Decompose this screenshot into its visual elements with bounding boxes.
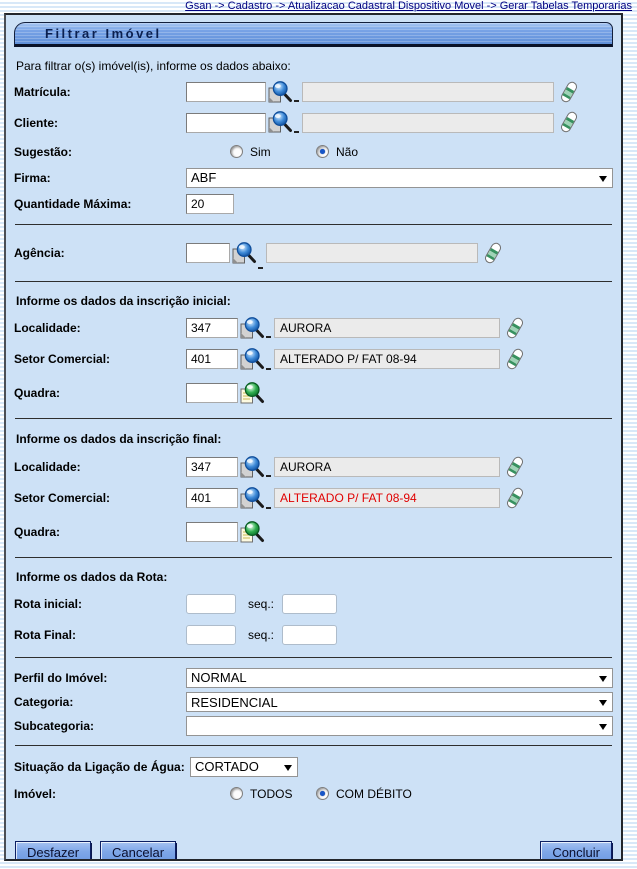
cliente-label: Cliente: — [14, 115, 59, 130]
agencia-row — [6, 232, 621, 274]
concluir-button[interactable]: Concluir — [540, 841, 612, 861]
dropdown-arrow-icon — [284, 765, 292, 775]
search-icon[interactable] — [239, 455, 265, 480]
eraser-icon[interactable] — [559, 81, 580, 104]
setor-final-display: ALTERADO P/ FAT 08-94 — [274, 488, 500, 508]
inscricao-final-title: Informe os dados da inscrição final: — [16, 432, 222, 446]
filtrar-imovel-panel — [4, 13, 623, 861]
localidade-inicial-display: AURORA — [274, 318, 500, 338]
dropdown-arrow-icon — [599, 176, 607, 186]
sugestao-label: Sugestão: — [14, 144, 73, 159]
seq-label: seq.: — [248, 627, 275, 642]
quantidade-input[interactable] — [186, 194, 234, 214]
subcategoria-label: Subcategoria: — [14, 719, 95, 733]
localidade-final-display: AURORA — [274, 457, 500, 477]
setor-comercial-label: Setor Comercial: — [14, 491, 111, 505]
localidade-final-row — [6, 452, 621, 482]
eraser-icon[interactable] — [505, 456, 526, 479]
categoria-select[interactable] — [186, 692, 613, 712]
dropdown-arrow-icon — [599, 724, 607, 734]
situacao-ligacao-select-value: CORTADO — [195, 759, 259, 774]
sugestao-row — [6, 138, 621, 165]
quadra-label: Quadra: — [14, 386, 61, 400]
quantidade-row — [6, 190, 621, 217]
cliente-display — [302, 113, 554, 133]
setor-inicial-input[interactable] — [186, 349, 238, 369]
rota-title: Informe os dados da Rota: — [16, 570, 168, 584]
categoria-select-value: RESIDENCIAL — [191, 694, 278, 710]
sugestao-sim-radio[interactable] — [230, 145, 243, 158]
imovel-row — [6, 780, 621, 807]
quadra-inicial-input[interactable] — [186, 383, 238, 403]
sugestao-sim-label: Sim — [250, 144, 271, 159]
search-icon[interactable] — [267, 80, 293, 105]
eraser-icon[interactable] — [505, 348, 526, 371]
agencia-input[interactable] — [186, 243, 230, 263]
perfil-row — [6, 665, 621, 690]
setor-final-row — [6, 482, 621, 514]
localidade-inicial-input[interactable] — [186, 318, 238, 338]
firma-label: Firma: — [14, 170, 51, 185]
quadra-final-input[interactable] — [186, 522, 238, 542]
search-link-underscore[interactable] — [266, 507, 271, 509]
quadra-final-row — [6, 514, 621, 550]
imovel-label: Imóvel: — [14, 786, 57, 801]
dropdown-arrow-icon — [599, 676, 607, 686]
rota-final-row — [6, 619, 621, 650]
intro-text: Para filtrar o(s) imóvel(is), informe os dados abaixo: — [16, 59, 291, 73]
matricula-display — [302, 82, 554, 102]
inscricao-inicial-title: Informe os dados da inscrição inicial: — [16, 294, 231, 308]
search-link-underscore[interactable] — [266, 336, 271, 338]
setor-inicial-display: ALTERADO P/ FAT 08-94 — [274, 349, 500, 369]
sugestao-nao-radio[interactable] — [316, 145, 329, 158]
cliente-input[interactable] — [186, 113, 266, 133]
quadra-search-icon[interactable] — [239, 520, 265, 545]
agencia-label: Agência: — [14, 246, 65, 260]
agencia-display — [266, 243, 478, 263]
imovel-com-debito-radio[interactable] — [316, 787, 329, 800]
eraser-icon[interactable] — [483, 242, 504, 265]
imovel-com-debito-label: COM DÉBITO — [336, 786, 412, 801]
situacao-ligacao-label: Situação da Ligação de Água: — [14, 759, 185, 774]
seq-label: seq.: — [248, 597, 275, 611]
quadra-search-icon[interactable] — [239, 381, 265, 406]
imovel-todos-label: TODOS — [250, 786, 293, 801]
categoria-label: Categoria: — [14, 695, 74, 709]
search-link-underscore[interactable] — [294, 131, 299, 133]
search-link-underscore[interactable] — [258, 267, 263, 269]
matricula-input[interactable] — [186, 82, 266, 102]
divider — [15, 418, 612, 419]
page-title — [14, 22, 613, 47]
perfil-label: Perfil do Imóvel: — [14, 670, 108, 685]
setor-inicial-row — [6, 343, 621, 375]
search-link-underscore[interactable] — [294, 100, 299, 102]
button-bar — [6, 841, 621, 861]
search-link-underscore[interactable] — [266, 368, 271, 370]
divider — [15, 745, 612, 746]
sugestao-nao-label: Não — [336, 144, 359, 159]
desfazer-button[interactable]: Desfazer — [15, 841, 91, 861]
rota-final-label: Rota Final: — [14, 627, 76, 642]
rota-inicial-row — [6, 589, 621, 619]
localidade-inicial-row — [6, 313, 621, 343]
search-icon[interactable] — [239, 347, 265, 372]
categoria-row — [6, 690, 621, 714]
quantidade-label: Quantidade Máxima: — [14, 196, 132, 211]
search-icon[interactable] — [267, 110, 293, 135]
cancelar-button[interactable]: Cancelar — [100, 841, 176, 861]
matricula-label: Matrícula: — [14, 85, 71, 99]
matricula-row — [6, 77, 621, 107]
divider — [15, 657, 612, 658]
eraser-icon[interactable] — [505, 317, 526, 340]
breadcrumb[interactable]: Gsan -> Cadastro -> Atualizacao Cadastral Dispositivo Movel -> Gerar Tabelas Temporarias — [185, 0, 632, 12]
rota-final-seq-input[interactable] — [282, 625, 337, 645]
search-link-underscore[interactable] — [266, 475, 271, 477]
setor-comercial-label: Setor Comercial: — [14, 352, 111, 366]
rota-inicial-label: Rota inicial: — [14, 597, 83, 611]
rota-inicial-seq-input[interactable] — [282, 594, 337, 614]
eraser-icon[interactable] — [559, 111, 580, 134]
divider — [15, 557, 612, 558]
situacao-ligacao-row — [6, 753, 621, 780]
perfil-select-value: NORMAL — [191, 670, 247, 685]
eraser-icon[interactable] — [505, 487, 526, 510]
localidade-label: Localidade: — [14, 321, 81, 335]
search-icon[interactable] — [231, 241, 257, 266]
setor-final-input[interactable] — [186, 488, 238, 508]
localidade-label: Localidade: — [14, 460, 81, 474]
localidade-final-input[interactable] — [186, 457, 238, 477]
search-icon[interactable] — [239, 316, 265, 341]
quadra-label: Quadra: — [14, 525, 61, 539]
divider — [15, 281, 612, 282]
firma-select-value: ABF — [191, 170, 217, 185]
perfil-select[interactable] — [186, 668, 613, 688]
dropdown-arrow-icon — [599, 700, 607, 710]
rota-final-input[interactable] — [186, 625, 236, 645]
rota-inicial-input[interactable] — [186, 594, 236, 614]
firma-select[interactable] — [186, 168, 613, 188]
divider — [15, 224, 612, 225]
quadra-inicial-row — [6, 375, 621, 411]
situacao-ligacao-select[interactable] — [190, 757, 298, 777]
search-icon[interactable] — [239, 486, 265, 511]
imovel-todos-radio[interactable] — [230, 787, 243, 800]
page-title-label: Filtrar Imóvel — [45, 26, 162, 41]
cliente-row — [6, 107, 621, 138]
firma-row — [6, 165, 621, 190]
subcategoria-row — [6, 714, 621, 738]
subcategoria-select[interactable] — [186, 716, 613, 736]
